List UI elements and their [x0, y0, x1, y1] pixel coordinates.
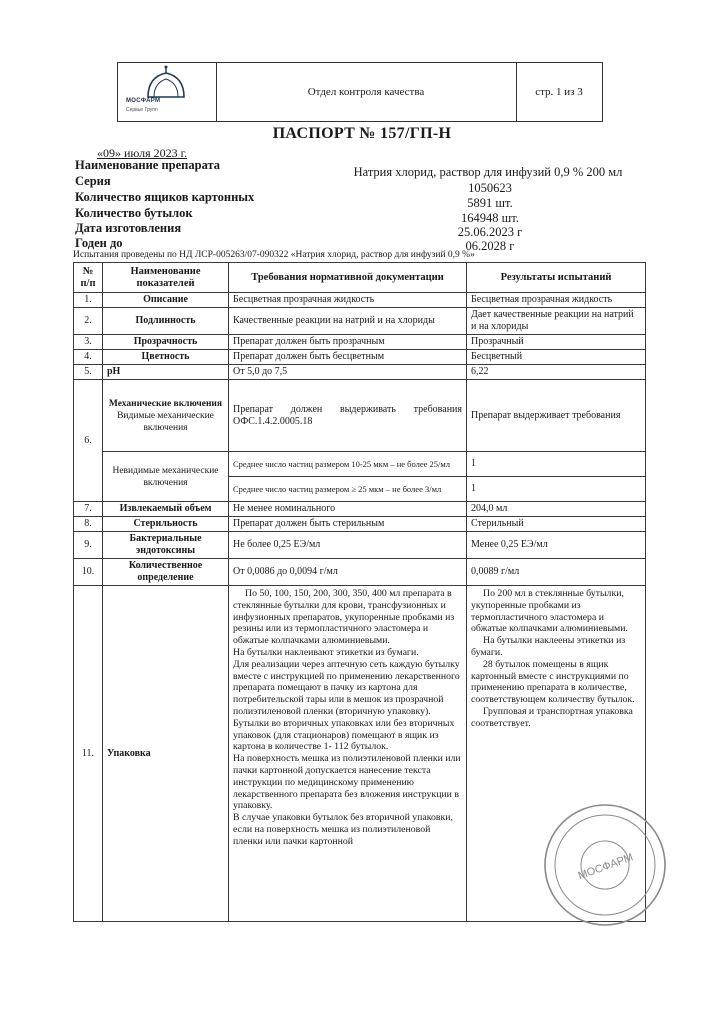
row-subname-invisible: Невидимые механические включения — [103, 452, 229, 502]
packaging-res-paragraph: По 200 мл в стеклянные бутылки, укупоренные пробками из термопластичного эластомера и обжатые колпачками алюминиевыми. — [471, 588, 628, 635]
info-value-manufactured: 25.06.2023 г — [457, 225, 523, 239]
row-name: Стерильность — [103, 517, 229, 532]
row-num: 10. — [74, 559, 103, 586]
row-result: Менее 0,25 ЕЭ/мл — [467, 532, 646, 559]
table-row — [74, 502, 646, 517]
row-num: 11. — [74, 586, 103, 922]
company-logo — [118, 63, 217, 121]
packaging-req-paragraph: На бутылки наклеивают этикетки из бумаги. — [233, 646, 419, 658]
packaging-req-paragraph: В случае упаковки бутылок без вторичной упаковки, если на поверхность мешка из полиэтиленовой пленки или пачки картонной — [233, 812, 453, 847]
table-row — [74, 559, 646, 586]
row-requirement-packaging — [229, 586, 467, 922]
packaging-req-paragraph: На поверхность мешка из полиэтиленовой пленки или пачки картонной допускается нанесение текста инструкции по медицинскому применению лекарственного препарата без вложения инструкции в упаковку. — [233, 753, 461, 812]
row-result: Прозрачный — [467, 335, 646, 350]
info-value-product: Натрия хлорид, раствор для инфузий 0,9 % 200 мл — [353, 165, 623, 179]
info-label-series: Серия — [75, 174, 111, 188]
row-result: Стерильный — [467, 517, 646, 532]
row-name: pH — [103, 365, 229, 380]
info-label-expiry: Годен до — [75, 236, 123, 250]
row-requirement: Среднее число частиц размером 10-25 мкм – не более 25/мл — [229, 452, 467, 477]
row-result: 1 — [467, 477, 646, 502]
row-requirement: От 5,0 до 7,5 — [229, 365, 467, 380]
row-num: 6. — [74, 380, 103, 502]
row-result: Дает качественные реакции на натрий и на хлориды — [467, 308, 646, 335]
row-result: Бесцветная прозрачная жидкость — [467, 293, 646, 308]
row-name: Упаковка — [103, 586, 229, 922]
row-requirement: Препарат должен быть прозрачным — [229, 335, 467, 350]
row-requirement: Препарат должен выдерживать требования ОФС.1.4.2.0005.18 — [229, 380, 467, 452]
row-name: Механические включения — [108, 398, 223, 409]
row-requirement: Не менее номинального — [229, 502, 467, 517]
row-name: Цветность — [103, 350, 229, 365]
packaging-req-paragraph: Бутылки во вторичных упаковках или без вторичных упаковок (для стационаров) помещают в ящик из картона в количестве 1- 112 бутылок. — [233, 717, 455, 753]
info-value-series: 1050623 — [468, 181, 512, 195]
table-header-row — [74, 263, 646, 293]
test-note: Испытания проведены по НД ЛСР-005263/07-090322 «Натрия хлорид, раствор для инфузий 0,9 %» — [73, 250, 475, 260]
header-results: Результаты испытаний — [467, 263, 646, 293]
packaging-res-paragraph: 28 бутылок помещены в ящик картонный вместе с инструкциями по применению препарата в количестве, соответствующем количеству бутылок. — [471, 658, 635, 706]
row-num: 1. — [74, 293, 103, 308]
row-name: Бактериальные эндотоксины — [103, 532, 229, 559]
info-label-product: Наименование препарата — [75, 158, 221, 172]
info-value-boxes: 5891 шт. — [467, 196, 513, 210]
document-date: «09» июля 2023 г. — [97, 146, 188, 160]
document-header — [117, 62, 603, 122]
row-requirement: Бесцветная прозрачная жидкость — [229, 293, 467, 308]
row-requirement: От 0,0086 до 0,0094 г/мл — [229, 559, 467, 586]
row-name: Извлекаемый объем — [103, 502, 229, 517]
row-result: 6,22 — [467, 365, 646, 380]
header-num: № п/п — [74, 263, 103, 293]
packaging-req-paragraph: По 50, 100, 150, 200, 300, 350, 400 мл препарата в стеклянные бутылки для крови, трансфузионных и инфузионных препаратов, укупоренные пробками из резины или из термопластичного эластомера и обжатые колпачками алюминиевыми. — [233, 588, 455, 647]
row-requirement: Качественные реакции на натрий и на хлориды — [229, 308, 467, 335]
header-requirements: Требования нормативной документации — [229, 263, 467, 293]
row-num: 4. — [74, 350, 103, 365]
table-row — [74, 380, 646, 452]
row-name: Прозрачность — [103, 335, 229, 350]
table-row — [74, 532, 646, 559]
row-requirement: Препарат должен быть бесцветным — [229, 350, 467, 365]
row-result: 204,0 мл — [467, 502, 646, 517]
row-num: 5. — [74, 365, 103, 380]
row-name-mechanical — [103, 380, 229, 452]
row-num: 8. — [74, 517, 103, 532]
document-title: ПАСПОРТ № 157/ГП-Н — [272, 125, 452, 142]
logo-subtitle: Сервье Групп — [126, 107, 158, 113]
info-label-bottles: Количество бутылок — [75, 206, 193, 220]
row-requirement: Не более 0,25 ЕЭ/мл — [229, 532, 467, 559]
row-result: Препарат выдерживает требования — [467, 380, 646, 452]
packaging-req-paragraph: Для реализации через аптечную сеть каждую бутылку вместе с инструкцией по применению лекарственного препарата помещают в пачку из картона для потребительской тары или в мешок из прозрачной полиэтиленовой пленки (вторичную упаковку). — [233, 658, 460, 717]
row-subname-visible: Видимые механические включения — [117, 410, 214, 433]
info-value-expiry: 06.2028 г — [465, 239, 515, 253]
info-label-manufactured: Дата изготовления — [75, 221, 182, 235]
row-num: 2. — [74, 308, 103, 335]
info-label-boxes: Количество ящиков картонных — [75, 190, 255, 204]
table-row — [74, 335, 646, 350]
company-stamp-icon — [540, 800, 670, 930]
department-name: Отдел контроля качества — [216, 63, 517, 121]
table-row — [74, 452, 646, 477]
row-result: 1 — [467, 452, 646, 477]
packaging-res-paragraph: На бутылки наклеены этикетки из бумаги. — [471, 635, 626, 658]
table-row — [74, 365, 646, 380]
logo-name: МОСФАРМ — [126, 98, 161, 104]
table-row — [74, 308, 646, 335]
row-name: Количественное определение — [103, 559, 229, 586]
stamp-text: МОСФАРМ — [576, 851, 635, 883]
row-requirement: Среднее число частиц размером ≥ 25 мкм – не более 3/мл — [229, 477, 467, 502]
info-value-bottles: 164948 шт. — [461, 211, 519, 225]
row-name: Описание — [103, 293, 229, 308]
row-name: Подлинность — [103, 308, 229, 335]
page-number: стр. 1 из 3 — [535, 86, 583, 98]
row-num: 3. — [74, 335, 103, 350]
packaging-res-paragraph: Групповая и транспортная упаковка соответствует. — [471, 705, 633, 729]
row-num: 7. — [74, 502, 103, 517]
row-requirement: Препарат должен быть стерильным — [229, 517, 467, 532]
table-row — [74, 293, 646, 308]
row-result: Бесцветный — [467, 350, 646, 365]
table-row — [74, 350, 646, 365]
row-num: 9. — [74, 532, 103, 559]
row-result: 0,0089 г/мл — [467, 559, 646, 586]
header-name: Наименование показателей — [103, 263, 229, 293]
table-row — [74, 517, 646, 532]
